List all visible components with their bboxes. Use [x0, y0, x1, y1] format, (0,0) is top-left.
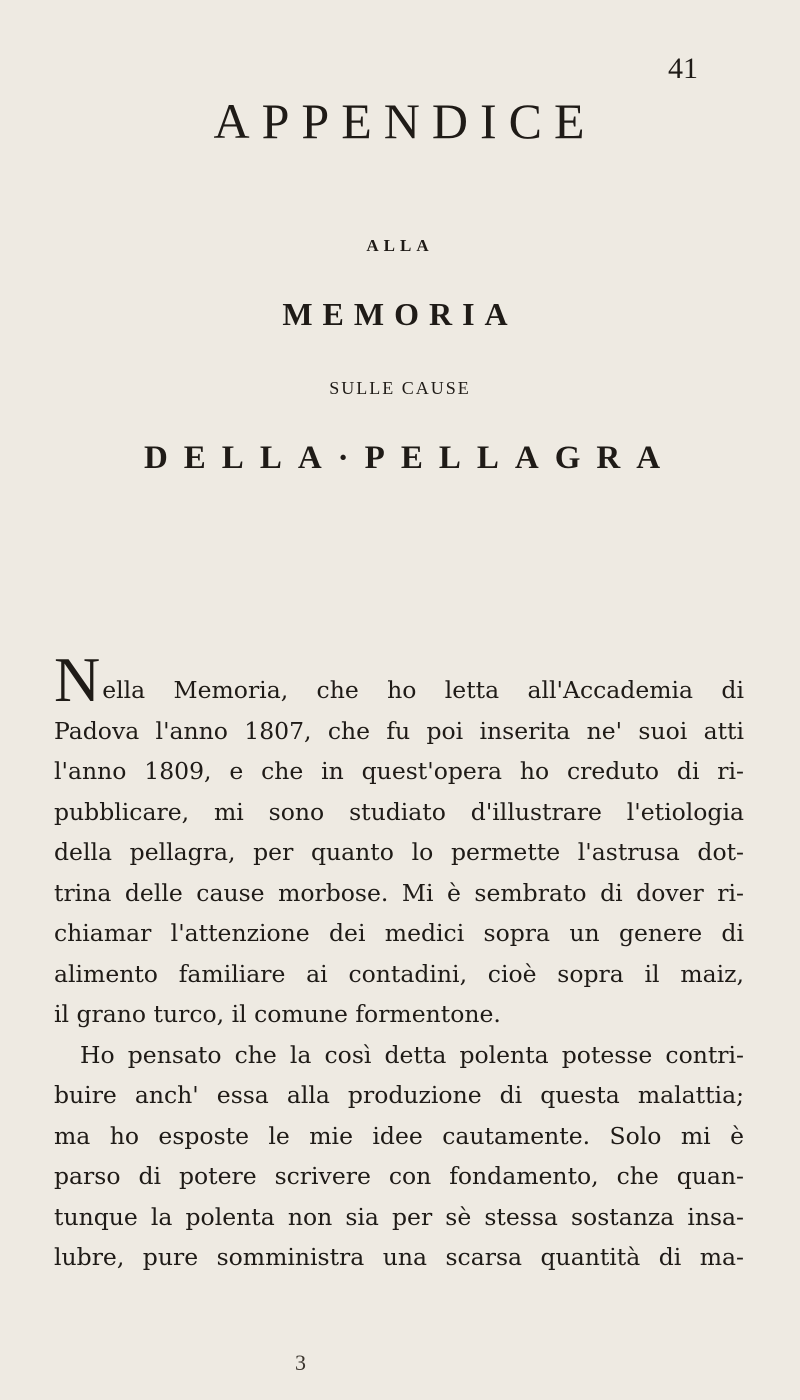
- paragraph2-line: parso di potere scrivere con fondamento, che quan-: [54, 1162, 744, 1190]
- signature-mark: 3: [295, 1350, 306, 1375]
- paragraph2-line: Ho pensato che la così detta polenta potesse contri-: [80, 1040, 744, 1069]
- drop-cap: N: [54, 644, 101, 715]
- paragraph2-line: buire anch' essa alla produzione di questa malattia;: [54, 1081, 744, 1109]
- paragraph1-line: l'anno 1809, e che in quest'opera ho creduto di ri-: [54, 757, 744, 785]
- paragraph1-line: della pellagra, per quanto lo permette l'astrusa dot-: [54, 838, 744, 866]
- subtitle-alla: ALLA: [366, 236, 434, 255]
- paragraph1-line: Nella Memoria, che ho letta all'Accademia di: [54, 644, 744, 715]
- paragraph1-line: trina delle cause morbose. Mi è sembrato di dover ri-: [54, 878, 744, 907]
- title-appendice: APPENDICE: [213, 93, 597, 149]
- body-text: [54, 644, 744, 1278]
- paragraph1-line: alimento familiare ai contadini, cioè sopra il maiz,: [54, 959, 744, 988]
- paragraph1-line: pubblicare, mi sono studiato d'illustrare l'etiologia: [54, 797, 744, 826]
- subtitle-memoria: MEMORIA: [282, 296, 518, 332]
- subtitle-della-pellagra: DELLA·PELLAGRA: [143, 440, 677, 476]
- paragraph1-line: il grano turco, il comune formentone.: [54, 1000, 501, 1028]
- paragraph2-line: lubre, pure somministra una scarsa quantità di ma-: [54, 1243, 744, 1271]
- paragraph1-line: chiamar l'attenzione dei medici sopra un genere di: [54, 919, 744, 947]
- paragraph2-line: ma ho esposte le mie idee cautamente. Solo mi è: [54, 1121, 744, 1150]
- paragraph1-line: Padova l'anno 1807, che fu poi inserita ne' suoi atti: [54, 716, 744, 745]
- paragraph2-line: tunque la polenta non sia per sè stessa sostanza insa-: [54, 1202, 744, 1231]
- subtitle-sulle-cause: SULLE CAUSE: [329, 378, 471, 398]
- page-number: 41: [668, 52, 698, 85]
